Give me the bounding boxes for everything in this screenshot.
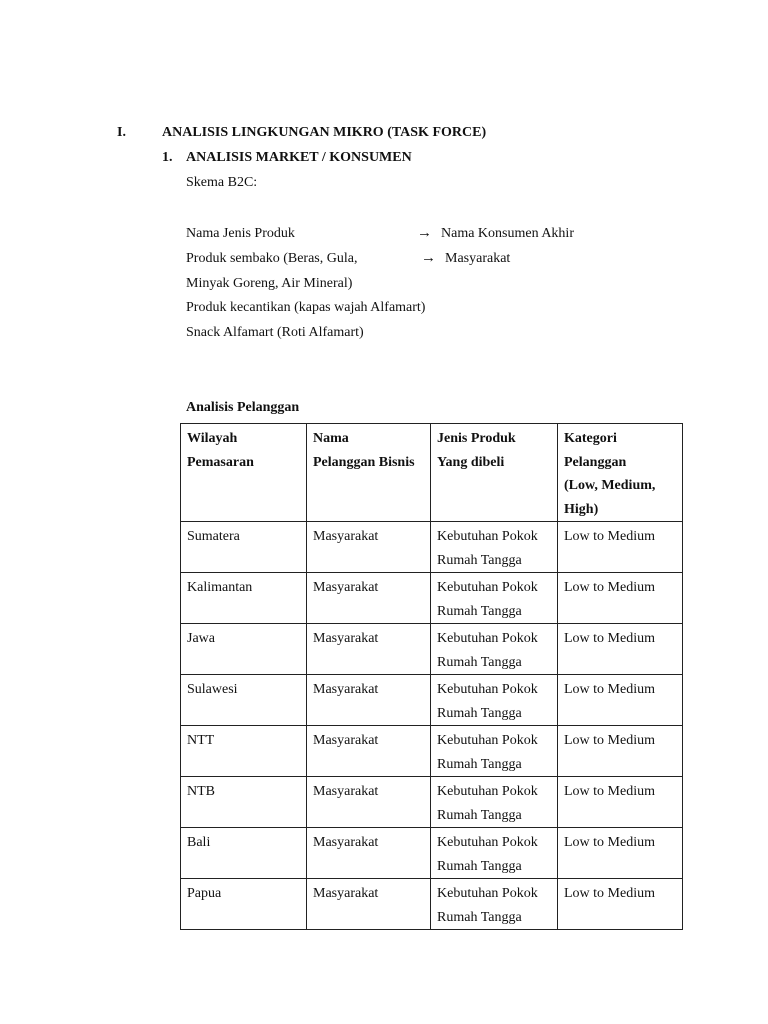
section-title: ANALISIS LINGKUNGAN MIKRO (TASK FORCE) <box>162 125 487 140</box>
header-line: Wilayah Pemasaran <box>187 431 254 470</box>
table-row <box>181 726 683 777</box>
mapping-line2-left: Minyak Goreng, Air Mineral) <box>186 276 353 291</box>
category-cell: Low to Medium <box>558 879 683 930</box>
region-cell: Kalimantan <box>181 573 307 624</box>
header-cell-wilayah <box>181 424 307 522</box>
product-cell: Kebutuhan Pokok Rumah Tangga <box>431 522 558 573</box>
region-cell: Bali <box>181 828 307 879</box>
header-cell-kategori <box>558 424 683 522</box>
mapping-line3-left: Produk kecantikan (kapas wajah Alfamart) <box>186 300 426 315</box>
table-row <box>181 879 683 930</box>
product-cell: Kebutuhan Pokok Rumah Tangga <box>431 828 558 879</box>
table-body <box>181 522 683 930</box>
mapping-header-right: Nama Konsumen Akhir <box>441 226 574 241</box>
subsection-title: ANALISIS MARKET / KONSUMEN <box>186 150 412 165</box>
category-cell: Low to Medium <box>558 624 683 675</box>
product-cell: Kebutuhan Pokok Rumah Tangga <box>431 879 558 930</box>
region-cell: NTB <box>181 777 307 828</box>
region-cell: Sumatera <box>181 522 307 573</box>
table-header <box>181 424 683 522</box>
table-row <box>181 777 683 828</box>
customer-cell: Masyarakat <box>307 522 431 573</box>
mapping-line4-left: Snack Alfamart (Roti Alfamart) <box>186 325 364 340</box>
product-cell: Kebutuhan Pokok Rumah Tangga <box>431 726 558 777</box>
customer-cell: Masyarakat <box>307 879 431 930</box>
mapping-header-left: Nama Jenis Produk <box>186 226 295 241</box>
table-row <box>181 828 683 879</box>
product-cell: Kebutuhan Pokok Rumah Tangga <box>431 624 558 675</box>
region-cell: Jawa <box>181 624 307 675</box>
header-cell-nama <box>307 424 431 522</box>
customer-cell: Masyarakat <box>307 675 431 726</box>
region-cell: Sulawesi <box>181 675 307 726</box>
product-cell: Kebutuhan Pokok Rumah Tangga <box>431 675 558 726</box>
category-cell: Low to Medium <box>558 573 683 624</box>
region-cell: NTT <box>181 726 307 777</box>
schema-label: Skema B2C: <box>186 175 258 190</box>
arrow-icon: → <box>417 225 432 241</box>
header-cell-jenis <box>431 424 558 522</box>
customer-cell: Masyarakat <box>307 777 431 828</box>
mapping-line1-right: Masyarakat <box>445 251 511 266</box>
customer-analysis-table <box>180 423 683 930</box>
category-cell: Low to Medium <box>558 828 683 879</box>
header-line: Nama Pelanggan Bisnis <box>313 431 415 470</box>
customer-cell: Masyarakat <box>307 573 431 624</box>
product-cell: Kebutuhan Pokok Rumah Tangga <box>431 573 558 624</box>
table-header-row <box>181 424 683 522</box>
header-line: Jenis Produk Yang dibeli <box>437 431 516 470</box>
table-row <box>181 522 683 573</box>
table-row <box>181 573 683 624</box>
category-cell: Low to Medium <box>558 726 683 777</box>
category-cell: Low to Medium <box>558 675 683 726</box>
category-cell: Low to Medium <box>558 522 683 573</box>
header-line: Kategori Pelanggan (Low, Medium, High) <box>564 431 656 517</box>
customer-cell: Masyarakat <box>307 828 431 879</box>
section-number: I. <box>117 125 126 140</box>
mapping-line1-left: Produk sembako (Beras, Gula, <box>186 251 358 266</box>
product-cell: Kebutuhan Pokok Rumah Tangga <box>431 777 558 828</box>
table-title: Analisis Pelanggan <box>186 400 300 415</box>
region-cell: Papua <box>181 879 307 930</box>
customer-cell: Masyarakat <box>307 726 431 777</box>
customer-cell: Masyarakat <box>307 624 431 675</box>
table-row <box>181 624 683 675</box>
category-cell: Low to Medium <box>558 777 683 828</box>
subsection-number: 1. <box>162 150 173 165</box>
arrow-icon: → <box>421 250 436 266</box>
table-row <box>181 675 683 726</box>
